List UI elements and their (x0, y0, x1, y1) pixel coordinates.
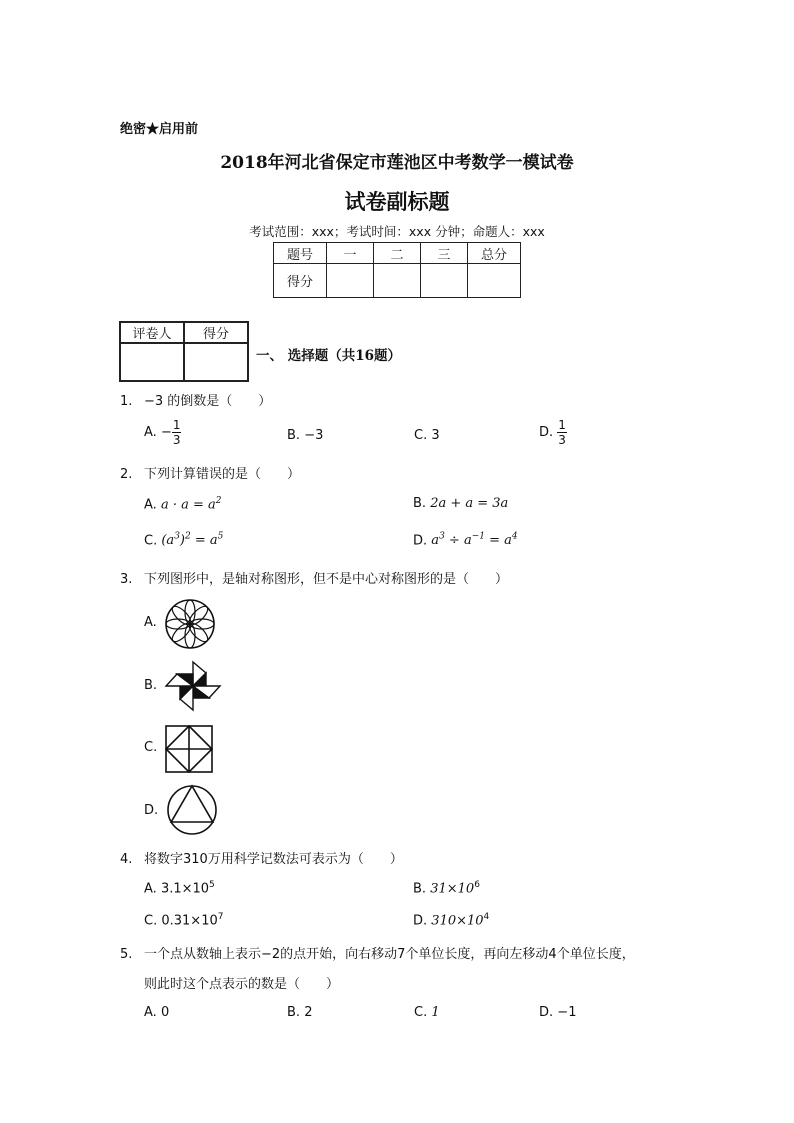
q1-option-b[interactable] (287, 428, 323, 443)
section-title: 一、 选择题（共16题） (256, 348, 401, 364)
score-cell[interactable] (421, 264, 468, 298)
square-rhombus-figure[interactable] (164, 724, 214, 774)
question-3 (120, 568, 508, 587)
option-text: 2a + a = 3a (430, 496, 509, 511)
grader-table (119, 321, 249, 382)
exponent: 2 (215, 496, 222, 506)
grader-cell[interactable] (120, 343, 184, 381)
option-text: 3 (431, 428, 440, 443)
grader-cell[interactable] (184, 343, 248, 381)
option-text: 0 (160, 1005, 170, 1020)
option-label: A. (144, 881, 157, 897)
exponent: 7 (217, 912, 224, 922)
q5-option-d[interactable] (539, 1005, 576, 1020)
option-text: a · a = a (160, 497, 216, 513)
option-label: C. (144, 913, 158, 929)
option-label: B. (413, 496, 427, 511)
question-text: 下列图形中，是轴对称图形，但不是中心对称图形的是（ ） (144, 572, 509, 587)
option-text: 0.31×10 (161, 913, 218, 929)
exam-info: 考试范围：xxx；考试时间：xxx 分钟；命题人：xxx (249, 224, 545, 239)
option-text: 31×10 (430, 881, 475, 897)
option-label: B. (287, 428, 301, 443)
pinwheel-figure[interactable] (162, 660, 224, 712)
score-table (273, 242, 521, 298)
option-expression: $a^3 \div a^{-1} = a^4$ (431, 532, 518, 549)
circle-triangle-figure[interactable] (166, 784, 218, 836)
q3-option-d-label[interactable]: D. (144, 803, 159, 818)
score-header-cell: 总分 (468, 243, 521, 264)
question-5-continued: 则此时这个点表示的数是（ ） (144, 977, 340, 992)
q1-option-d[interactable] (539, 418, 567, 447)
q2-option-c[interactable] (144, 532, 223, 548)
score-header-cell: 题号 (274, 243, 327, 264)
option-label: A. (144, 497, 157, 513)
q3-option-b-label[interactable]: B. (144, 678, 158, 693)
fraction: $\frac{1}{3}$ (558, 418, 566, 447)
question-text: −3 的倒数是（ ） (144, 394, 272, 409)
q4-option-b[interactable] (413, 880, 480, 896)
option-text: 310×10 (431, 913, 484, 929)
question-4 (120, 848, 403, 867)
question-number: 2. (120, 467, 133, 482)
option-label: D. (539, 425, 554, 440)
question-number: 5. (120, 947, 133, 962)
option-label: D. (413, 533, 428, 549)
q4-option-a[interactable] (144, 880, 215, 896)
score-cell[interactable] (468, 264, 521, 298)
option-expression: $(a^3)^2 = a^5$ (161, 532, 224, 549)
option-label: D. (413, 913, 428, 929)
option-sign: − (160, 425, 172, 440)
question-number: 1. (120, 394, 133, 409)
option-label: D. (539, 1005, 554, 1020)
flower-circle-figure[interactable] (164, 598, 216, 650)
score-header-cell: 一 (327, 243, 374, 264)
exam-subtitle: 试卷副标题 (344, 189, 450, 214)
q5-option-c[interactable] (414, 1005, 440, 1020)
top-secret-label: 绝密★启用前 (120, 122, 199, 137)
grader-header-cell: 评卷人 (120, 322, 184, 343)
score-header-cell: 三 (421, 243, 468, 264)
question-number: 3. (120, 572, 133, 587)
q2-option-a[interactable] (144, 496, 221, 512)
option-label: C. (414, 428, 428, 443)
q5-option-b[interactable] (287, 1005, 312, 1020)
question-number: 4. (120, 852, 133, 867)
question-5 (120, 943, 680, 962)
option-label: A. (144, 425, 157, 440)
option-label: B. (413, 881, 427, 897)
grader-header-cell: 得分 (184, 322, 248, 343)
question-2 (120, 463, 300, 482)
q3-option-c-label[interactable]: C. (144, 740, 158, 755)
q2-option-d[interactable] (413, 532, 518, 548)
option-text: 3.1×10 (160, 881, 210, 897)
q4-option-d[interactable] (413, 912, 489, 928)
option-text: −1 (557, 1005, 577, 1020)
q4-option-c[interactable] (144, 912, 223, 928)
q3-option-a-label[interactable]: A. (144, 615, 157, 630)
option-label: B. (287, 1005, 301, 1020)
score-cell[interactable] (327, 264, 374, 298)
q1-option-c[interactable] (414, 428, 440, 443)
question-text: 将数字310万用科学记数法可表示为（ ） (144, 852, 403, 867)
q1-option-a[interactable] (144, 418, 181, 447)
fraction: $\frac{1}{3}$ (172, 418, 181, 447)
q2-option-b[interactable] (413, 496, 508, 511)
question-text: 一个点从数轴上表示−2的点开始，向右移动7个单位长度，再向左移动4个单位长度， (144, 947, 635, 962)
exponent: 5 (209, 880, 215, 890)
score-row-label: 得分 (274, 264, 327, 298)
option-label: C. (414, 1005, 428, 1020)
q5-option-a[interactable] (144, 1005, 169, 1020)
option-text: −3 (304, 428, 324, 443)
exponent: 4 (483, 912, 490, 922)
option-label: A. (144, 1005, 157, 1020)
option-text: 2 (304, 1005, 313, 1020)
score-header-cell: 二 (374, 243, 421, 264)
option-text: 1 (431, 1005, 440, 1020)
exam-title: 2018年河北省保定市莲池区中考数学一模试卷 (220, 153, 574, 173)
option-label: C. (144, 533, 158, 549)
question-1 (120, 390, 271, 409)
question-text: 下列计算错误的是（ ） (144, 467, 301, 482)
score-cell[interactable] (374, 264, 421, 298)
exponent: 6 (474, 880, 480, 890)
